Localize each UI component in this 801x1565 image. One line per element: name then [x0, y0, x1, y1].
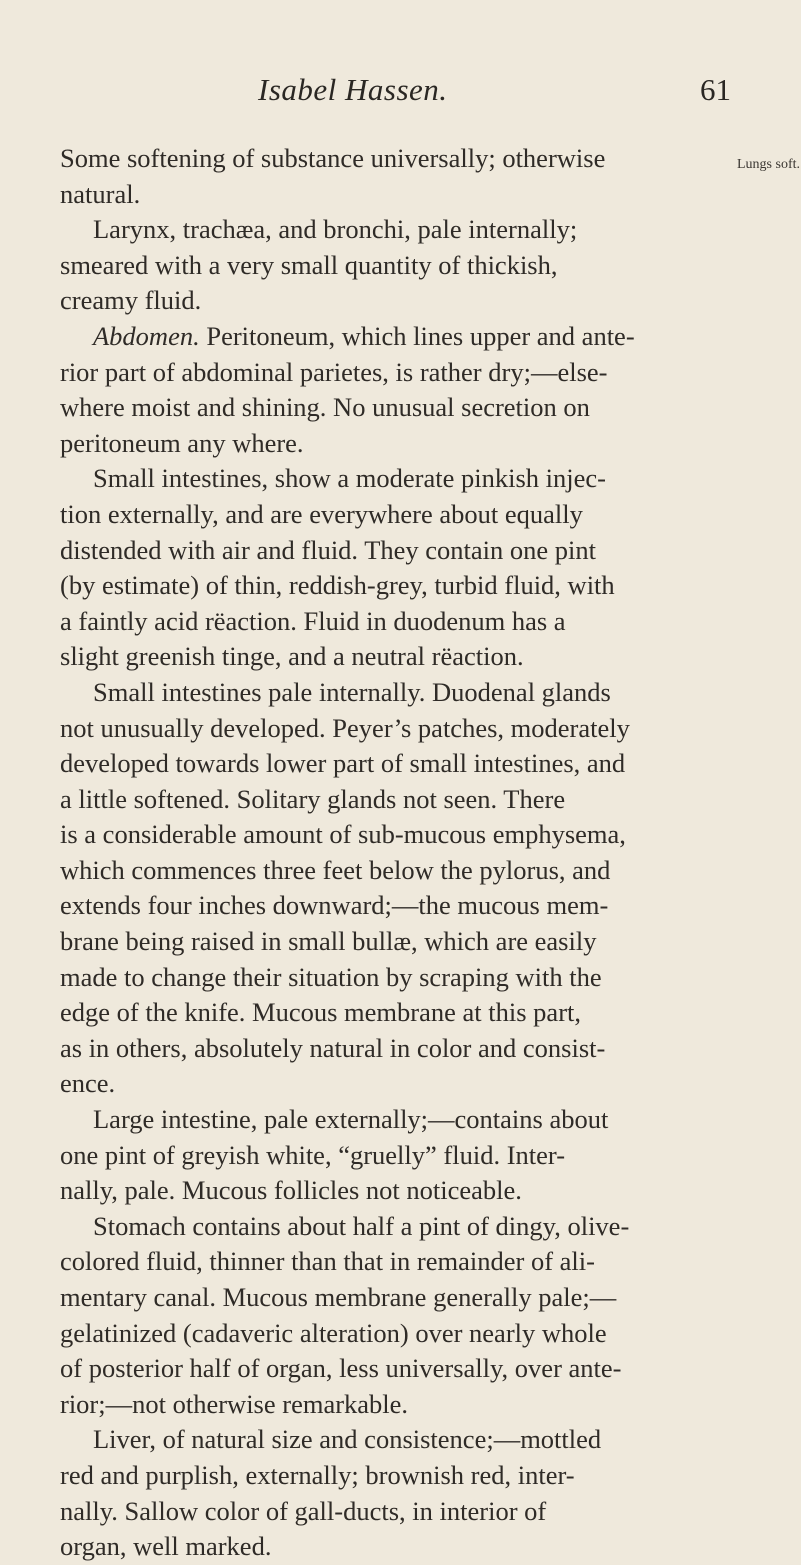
text-line: Small intestines pale internally. Duodenal glands — [93, 676, 611, 707]
text-line: creamy fluid. — [60, 285, 202, 316]
text-line: not unusually developed. Peyer’s patches, moderately — [60, 712, 630, 743]
text-line: nally. Sallow color of gall-ducts, in interior of — [60, 1495, 547, 1526]
text-line: edge of the knife. Mucous membrane at this part, — [60, 997, 582, 1028]
text-line: peritoneum any where. — [60, 427, 304, 458]
running-head — [0, 72, 801, 112]
text-line: where moist and shining. No unusual secretion on — [60, 392, 590, 423]
running-title: Isabel Hassen. — [258, 72, 448, 107]
text-line: Peritoneum, which lines upper and ante- — [206, 320, 635, 351]
text-line: distended with air and fluid. They contain one pint — [60, 534, 597, 565]
text-line: rior;—not otherwise remarkable. — [60, 1388, 409, 1419]
text-line: (by estimate) of thin, reddish-grey, turbid fluid, with — [60, 570, 615, 601]
text-line: made to change their situation by scraping with the — [60, 961, 602, 992]
text-line: tion externally, and are everywhere about equally — [60, 498, 583, 529]
text-line: mentary canal. Mucous membrane generally pale;— — [60, 1282, 617, 1312]
text-line: natural. — [60, 178, 141, 209]
text-line: Larynx, trachæa, and bronchi, pale internally; — [93, 214, 578, 245]
marginal-note: Lungs soft. — [737, 157, 800, 172]
text-line: of posterior half of organ, less universally, over ante- — [60, 1353, 622, 1384]
text-line: nally, pale. Mucous follicles not noticeable. — [60, 1175, 522, 1206]
text-line: colored fluid, thinner than that in remainder of ali- — [60, 1246, 595, 1277]
text-line: one pint of greyish white, “gruelly” fluid. Inter- — [60, 1139, 566, 1170]
text-line: a faintly acid rëaction. Fluid in duodenum has a — [60, 605, 566, 636]
text-line: Large intestine, pale externally;—contains about — [93, 1104, 609, 1135]
section-heading-abdomen: Abdomen. — [93, 320, 200, 351]
body-text — [60, 141, 738, 1565]
page-number: 61 — [700, 72, 731, 107]
text-line: brane being raised in small bullæ, which are easily — [60, 926, 597, 957]
text-line: Small intestines, show a moderate pinkish injec- — [93, 463, 606, 494]
text-line: Some softening of substance universally; otherwise — [60, 143, 606, 173]
abdomen-paragraph-start — [60, 319, 738, 355]
text-line: smeared with a very small quantity of thickish, — [60, 249, 558, 280]
text-line: rior part of abdominal parietes, is rather dry;—else- — [60, 356, 608, 387]
text-line: developed towards lower part of small intestines, and — [60, 748, 626, 779]
text-line: Liver, of natural size and consistence;—mottled — [93, 1424, 602, 1455]
text-line: is a considerable amount of sub-mucous emphysema, — [60, 819, 626, 850]
text-line: as in others, absolutely natural in color and consist- — [60, 1032, 606, 1063]
text-line: gelatinized (cadaveric alteration) over nearly whole — [60, 1317, 607, 1348]
text-line: which commences three feet below the pylorus, and — [60, 854, 611, 885]
text-line: a little softened. Solitary glands not seen. There — [60, 783, 566, 814]
text-line: Stomach contains about half a pint of dingy, olive- — [93, 1210, 630, 1241]
text-line: ence. — [60, 1068, 116, 1099]
text-line: extends four inches downward;—the mucous mem- — [60, 890, 609, 921]
text-line: red and purplish, externally; brownish red, inter- — [60, 1459, 575, 1490]
text-line: organ, well marked. — [60, 1531, 272, 1562]
text-line: slight greenish tinge, and a neutral rëaction. — [60, 641, 524, 672]
